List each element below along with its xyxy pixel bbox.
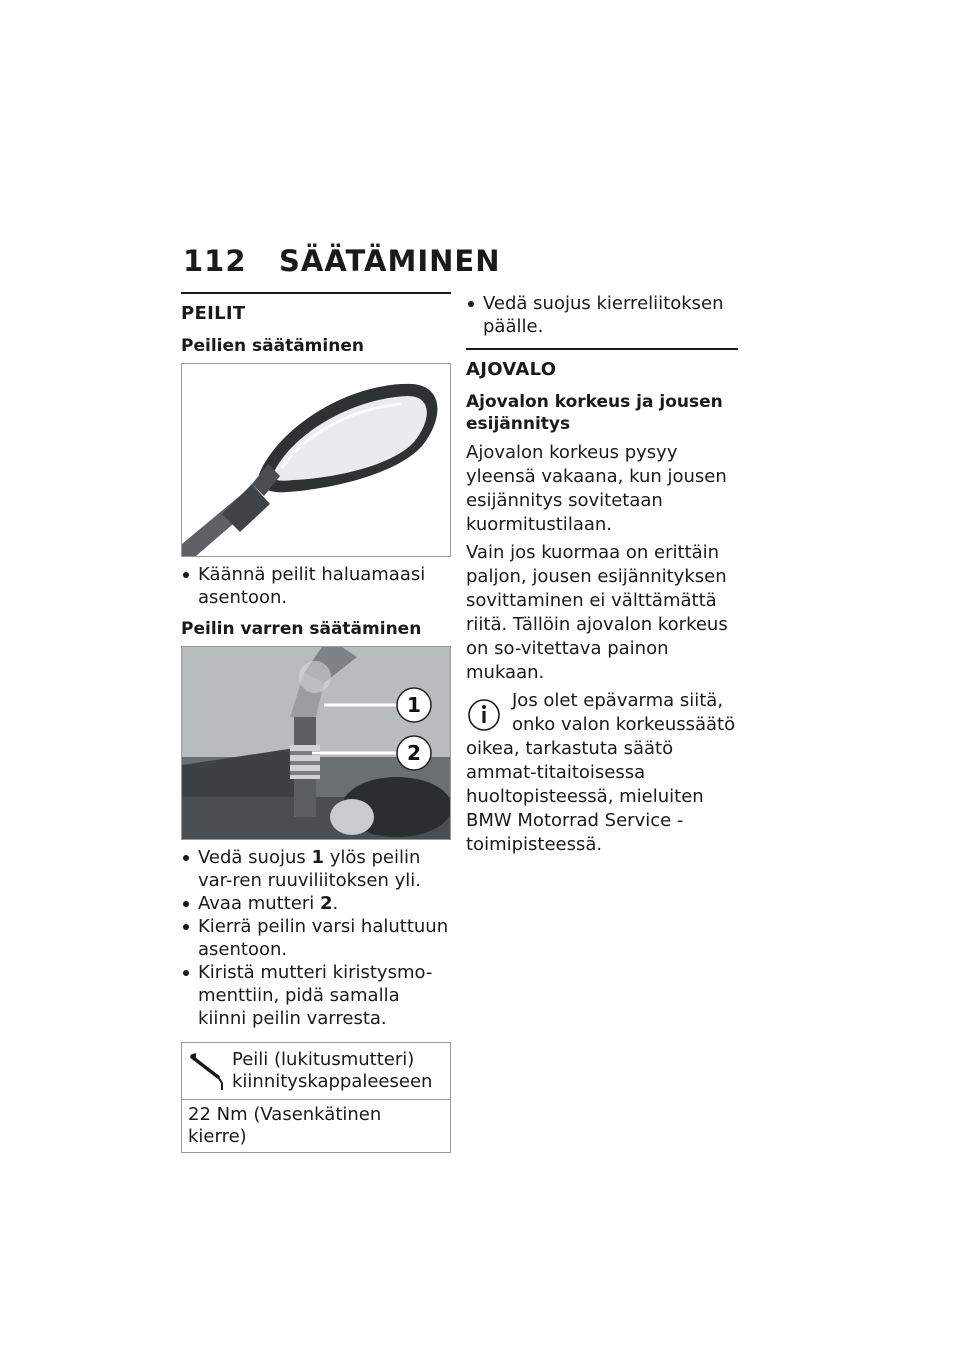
torque-value: 22 Nm (Vasenkätinen kierre) xyxy=(182,1099,450,1152)
list-item: Vedä suojus kierreliitoksen päälle. xyxy=(466,292,738,338)
list-item: Kiristä mutteri kiristysmo-menttiin, pidä samalla kiinni peilin varresta. xyxy=(181,961,451,1030)
info-icon xyxy=(466,697,502,733)
mirror-image xyxy=(182,364,450,556)
wrench-icon xyxy=(188,1051,228,1091)
torque-description-row xyxy=(182,1043,450,1099)
note-lead: Jos olet epävarma siitä, onko valon korkeussäätö xyxy=(512,690,736,735)
section-rule xyxy=(466,348,738,350)
section-rule xyxy=(181,292,451,294)
mirror-arm-image xyxy=(182,647,450,839)
callout-2: 2 xyxy=(407,741,421,765)
page-number: 112 xyxy=(183,244,247,278)
mirror-arm-illustration xyxy=(181,646,451,840)
page-header xyxy=(183,244,501,278)
paragraph: Vain jos kuormaa on erittäin paljon, jousen esijännityksen sovittaminen ei välttämättä riitä. Tällöin ajovalon korkeus on so-vitettava painon mukaan. xyxy=(466,542,728,683)
info-note xyxy=(466,689,738,857)
mirror-illustration xyxy=(181,363,451,557)
subheading-headlight-height: Ajovalon korkeus ja jousen esijännitys xyxy=(466,392,723,434)
torque-table xyxy=(181,1042,451,1153)
list-item: Kierrä peilin varsi haluttuun asentoon. xyxy=(181,915,451,961)
bullet-list-3 xyxy=(466,292,738,338)
section-title-mirrors: PEILIT xyxy=(181,303,246,324)
callout-1: 1 xyxy=(407,693,421,717)
subheading-mirror-adjust: Peilien säätäminen xyxy=(181,336,364,356)
section-title-headlight: AJOVALO xyxy=(466,359,557,380)
list-item: Avaa mutteri 2. xyxy=(181,892,451,915)
torque-description: Peili (lukitusmutteri) kiinnityskappaleeseen xyxy=(232,1049,433,1092)
subheading-arm-adjust: Peilin varren säätäminen xyxy=(181,619,422,639)
bullet-list-2 xyxy=(181,846,451,1030)
list-item: Vedä suojus 1 ylös peilin var-ren ruuviliitoksen yli. xyxy=(181,846,451,892)
list-item: Käännä peilit haluamaasi asentoon. xyxy=(181,563,451,609)
bullet-list-1 xyxy=(181,563,451,609)
note-text: oikea, tarkastuta säätö ammat-titaitoisessa huoltopisteessä, mieluiten BMW Motorrad Service -toimipisteessä. xyxy=(466,738,704,855)
left-column xyxy=(181,292,451,1153)
paragraph: Ajovalon korkeus pysyy yleensä vakaana, kun jousen esijännitys sovitetaan kuormitustilaan. xyxy=(466,442,727,535)
chapter-title: SÄÄTÄMINEN xyxy=(279,244,501,278)
right-column xyxy=(466,292,738,857)
